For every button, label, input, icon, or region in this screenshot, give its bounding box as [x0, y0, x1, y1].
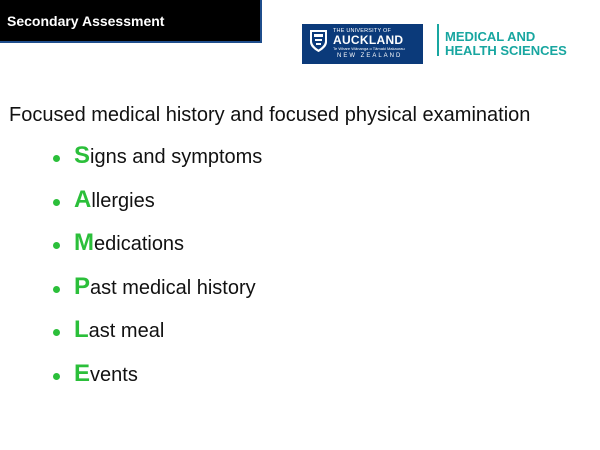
- list-item-rest: llergies: [91, 189, 155, 212]
- list-item-initial: S: [74, 142, 91, 169]
- list-item-rest: edications: [94, 233, 185, 255]
- faculty-divider: [437, 24, 439, 56]
- faculty-line-1: MEDICAL AND: [445, 29, 536, 44]
- faculty-line-2: HEALTH SCIENCES: [445, 43, 567, 58]
- logo-line-3: Te Whare Wānanga o Tāmaki Makaurau: [333, 46, 405, 51]
- university-logo: [302, 24, 423, 64]
- list-item-rest: ast medical history: [90, 276, 256, 299]
- list-item-initial: P: [74, 272, 91, 300]
- list-item-text: [74, 360, 138, 388]
- logo-line-1: THE UNIVERSITY OF: [333, 28, 391, 34]
- list-item-initial: L: [74, 316, 89, 343]
- logo-line-2: AUCKLAND: [333, 33, 404, 47]
- slide-title: Secondary Assessment: [7, 13, 165, 29]
- list-item-rest: ast meal: [88, 320, 165, 342]
- main-heading: Focused medical history and focused physical examination: [9, 104, 531, 126]
- list-item-initial: E: [74, 359, 91, 387]
- faculty-name: [445, 30, 567, 58]
- list-item-initial: A: [74, 185, 92, 213]
- bullet-dot-icon: [53, 199, 60, 206]
- list-item-text: [74, 316, 164, 344]
- title-bar: [0, 0, 262, 43]
- list-item-initial: M: [74, 229, 94, 256]
- logo-line-4: NEW ZEALAND: [337, 53, 403, 59]
- bullet-dot-icon: [53, 329, 60, 336]
- list-item-text: [74, 229, 184, 257]
- list-item-text: [74, 142, 262, 170]
- bullet-dot-icon: [53, 242, 60, 249]
- bullet-dot-icon: [53, 286, 60, 293]
- university-crest-icon: [309, 29, 328, 53]
- list-item-rest: vents: [90, 363, 138, 386]
- list-item-text: [74, 273, 256, 301]
- list-item-rest: igns and symptoms: [90, 146, 263, 168]
- bullet-dot-icon: [53, 155, 60, 162]
- bullet-dot-icon: [53, 373, 60, 380]
- list-item-text: [74, 186, 155, 214]
